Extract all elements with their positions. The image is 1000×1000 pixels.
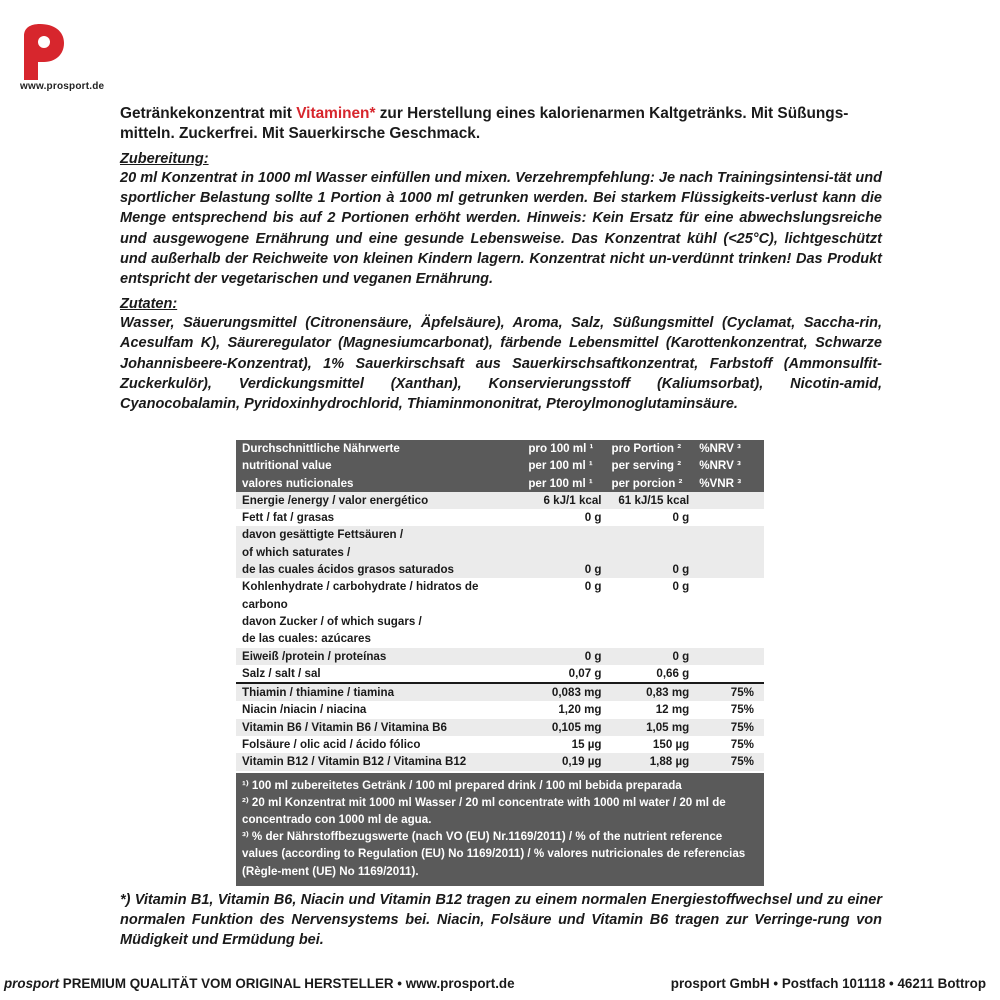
nutrient-value-text: 0,105 mg (551, 720, 602, 734)
nutrient-value (522, 648, 605, 665)
nutrient-label (236, 648, 522, 665)
nutrient-label-line: Folsäure / olic acid / ácido fólico (242, 738, 421, 752)
table-header-cell: valores nuticionales (236, 475, 522, 492)
nutrient-label-line: davon gesättigte Fettsäuren / (242, 528, 404, 542)
table-header-cell: Durchschnittliche Nährwerte (236, 440, 522, 457)
nutrient-value-text: 75% (730, 686, 754, 700)
preparation-title: Zubereitung: (120, 151, 209, 167)
nutrient-value (693, 578, 764, 647)
nutrient-label (236, 701, 522, 718)
nutrient-value (693, 492, 764, 509)
footer-right: prosport GmbH • Postfach 101118 • 46211 Bottrop (670, 976, 986, 991)
nutrient-value-text: 0 g (672, 580, 690, 594)
nutrient-value (606, 665, 694, 683)
table-row (236, 753, 764, 770)
nutrient-value-text: 6 kJ/1 kcal (543, 493, 602, 507)
prosport-logo-icon (20, 22, 66, 82)
nutrient-label (236, 665, 522, 683)
nutrient-label-line: Salz / salt / sal (242, 666, 321, 680)
footnote: ¹⁾ 100 ml zubereitetes Getränk / 100 ml prepared drink / 100 ml bebida preparada (242, 778, 682, 792)
table-header-cell: %NRV ³ (693, 440, 764, 457)
nutrient-value (606, 578, 694, 647)
table-header-cell: %VNR ³ (693, 475, 764, 492)
nutrient-value-text: 0,19 µg (561, 755, 602, 769)
table-row (236, 701, 764, 718)
nutrient-value-text: 0,83 mg (646, 686, 690, 700)
nutrient-label (236, 492, 522, 509)
nutrient-label-line: Energie /energy / valor energético (242, 493, 429, 507)
product-description (120, 104, 882, 414)
headline (120, 104, 882, 144)
nutrient-label-line: Eiweiß /protein / proteínas (242, 649, 387, 663)
nutrient-label-line: Vitamin B6 / Vitamin B6 / Vitamina B6 (242, 720, 447, 734)
table-header-row (236, 457, 764, 474)
logo-url: www.prosport.de (20, 81, 105, 92)
table-row (236, 665, 764, 683)
nutrient-value (693, 701, 764, 718)
table-row (236, 719, 764, 736)
nutrient-value (606, 492, 694, 509)
nutrient-value (522, 665, 605, 683)
table-row (236, 509, 764, 526)
nutrition-table (236, 440, 764, 886)
nutrient-value-text: 75% (730, 720, 754, 734)
nutrient-value-text: 0,07 g (568, 666, 602, 680)
table-header-cell: per 100 ml ¹ (522, 475, 605, 492)
nutrient-value (522, 683, 605, 701)
nutrient-value-text: 75% (730, 703, 754, 717)
footnote: ³⁾ % der Nährstoffbezugswerte (nach VO (EU) Nr.1169/2011) / % of the nutrient reference values (according to Regulation (EU) No 1169/2011) / % valores nutricionales de referencias (Règle-ment (UE) No 1169/2011). (242, 830, 746, 878)
table-header-row (236, 475, 764, 492)
nutrient-label-line: Niacin /niacin / niacina (242, 703, 367, 717)
table-row (236, 492, 764, 509)
nutrient-value (606, 683, 694, 701)
nutrient-value-text: 150 µg (652, 738, 690, 752)
table-header-cell: nutritional value (236, 457, 522, 474)
nutrient-value (606, 648, 694, 665)
table-row (236, 578, 764, 647)
preparation-text: 20 ml Konzentrat in 1000 ml Wasser einfüllen und mixen. Verzehrempfehlung: Je nach Trainingsintensi-tät und sportlicher Belastung sollte 1 Portion à 1000 ml getrunken werden. Bei starkem Flüssigkeits-verlust kann die Menge entsprechend bis auf 2 Portionen erhöht werden. Hinweis: Kein Ersatz für eine abwechslungsreiche und ausgewogene Ernährung und eine gesunde Lebensweise. Das Konzentrat kühl (<25°C), lichtgeschützt und außerhalb der Reichweite von kleinen Kindern lagern. Konzentrat nicht un-verdünnt trinken! Das Produkt entspricht der vegetarischen und veganen Ernährung. (120, 170, 882, 288)
nutrient-label-line: de las cuales: azúcares (242, 632, 371, 646)
nutrient-label (236, 683, 522, 701)
table-header-cell: per porcion ² (606, 475, 694, 492)
nutrient-value-text: 0,083 mg (551, 686, 602, 700)
nutrient-label (236, 509, 522, 526)
nutrient-label-line: de las cuales ácidos grasos saturados (242, 563, 455, 577)
nutrient-value-text: 0,66 g (656, 666, 690, 680)
nutrient-value-text: 75% (730, 755, 754, 769)
table-header-cell: %NRV ³ (693, 457, 764, 474)
nutrient-value-text: 15 µg (571, 738, 602, 752)
nutrient-value-text: 0 g (584, 649, 602, 663)
nutrient-label-line: davon Zucker / of which sugars / (242, 614, 422, 628)
table-row (236, 526, 764, 578)
nutrient-label (236, 736, 522, 753)
footer-left-text: PREMIUM QUALITÄT VOM ORIGINAL HERSTELLER • www.prosport.de (59, 976, 515, 991)
nutrient-value (522, 736, 605, 753)
nutrient-value (693, 509, 764, 526)
nutrient-value-text: 0 g (584, 511, 602, 525)
nutrient-value (606, 719, 694, 736)
nutrient-label-line: Fett / fat / grasas (242, 511, 335, 525)
nutrient-label (236, 719, 522, 736)
nutrient-value-text: 0 g (672, 563, 690, 577)
nutrient-label-line: Thiamin / thiamine / tiamina (242, 686, 395, 700)
nutrient-label-line: Vitamin B12 / Vitamin B12 / Vitamina B12 (242, 755, 467, 769)
table-header-cell: pro 100 ml ¹ (522, 440, 605, 457)
nutrient-value (606, 526, 694, 578)
table-header-row (236, 440, 764, 457)
nutrient-value (522, 719, 605, 736)
nutrient-value (693, 719, 764, 736)
nutrient-value (606, 753, 694, 770)
table-footnotes (236, 773, 764, 886)
headline-part2: zur Herstellung eines kalorienarmen Kaltgetränks. Mit Süßungs-mitteln. Zuckerfrei. Mit Sauerkirsche Geschmack. (120, 105, 849, 142)
footnote: ²⁾ 20 ml Konzentrat mit 1000 ml Wasser / 20 ml concentrate with 1000 ml water / 20 ml de concentrado con 1000 ml de agua. (242, 795, 726, 827)
nutrient-value-text: 0 g (584, 563, 602, 577)
nutrient-value-text: 0 g (584, 580, 602, 594)
table-row (236, 683, 764, 701)
footer-left (4, 976, 515, 991)
nutrient-value-text: 0 g (672, 511, 690, 525)
page-footer (0, 976, 1000, 1000)
table-header-cell: per 100 ml ¹ (522, 457, 605, 474)
table-row (236, 736, 764, 753)
nutrient-value (522, 701, 605, 718)
nutrient-value-text: 0 g (672, 649, 690, 663)
nutrient-label-line: of which saturates / (242, 545, 351, 559)
nutrient-label (236, 578, 522, 647)
nutrient-value-text: 75% (730, 738, 754, 752)
headline-part1: Getränkekonzentrat mit (120, 105, 297, 122)
nutrient-value (522, 509, 605, 526)
table-row (236, 648, 764, 665)
nutrient-value (522, 578, 605, 647)
nutrient-value (693, 526, 764, 578)
vitamin-note: *) Vitamin B1, Vitamin B6, Niacin und Vitamin B12 tragen zu einem normalen Energiestoffwechsel und zu einer normalen Funktion des Nervensystems bei. Niacin, Folsäure und Vitamin B6 tragen zur Verringe-rung von Müdigkeit und Ermüdung bei. (120, 892, 882, 949)
headline-highlight: Vitaminen* (296, 105, 376, 122)
nutrient-value (522, 492, 605, 509)
nutrient-value-text: 12 mg (655, 703, 690, 717)
nutrient-value (522, 526, 605, 578)
nutrient-value (606, 701, 694, 718)
nutrient-value (693, 648, 764, 665)
nutrient-value-text: 1,20 mg (558, 703, 602, 717)
nutrient-label-line: Kohlenhydrate / carbohydrate / hidratos de carbono (242, 580, 479, 611)
nutrient-label (236, 753, 522, 770)
ingredients-text: Wasser, Säuerungsmittel (Citronensäure, Äpfelsäure), Aroma, Salz, Süßungsmittel (Cyclamat, Saccha-rin, Acesulfam K), Säureregulator (Magnesiumcarbonat), färbende Lebensmittel (Karottenkonzentrat, Schwarze Johannisbeere-Konzentrat), 1% Sauerkirschsaft aus Sauerkirschsaftkonzentrat, Farbstoff (Ammonsulfit-Zuckerkulör), Verdickungsmittel (Xanthan), Konservierungsstoff (Kaliumsorbat), Nicotin-amid, Cyanocobalamin, Pyridoxinhydrochlorid, Thiaminmononitrat, Pteroylmonoglutaminsäure. (120, 315, 882, 413)
footer-brand: prosport (4, 976, 60, 991)
ingredients-title: Zutaten: (120, 296, 178, 313)
table-header-cell: pro Portion ² (606, 440, 694, 457)
nutrient-value (693, 683, 764, 701)
nutrient-label (236, 526, 522, 578)
table-header-cell: per serving ² (606, 457, 694, 474)
nutrient-value (606, 509, 694, 526)
nutrient-value (693, 736, 764, 753)
nutrient-value (693, 753, 764, 770)
nutrient-value (606, 736, 694, 753)
nutrient-value-text: 1,05 mg (646, 720, 690, 734)
nutrient-value (693, 665, 764, 683)
nutrient-value-text: 1,88 µg (649, 755, 690, 769)
nutrient-value (522, 753, 605, 770)
nutrient-value-text: 61 kJ/15 kcal (618, 493, 690, 507)
